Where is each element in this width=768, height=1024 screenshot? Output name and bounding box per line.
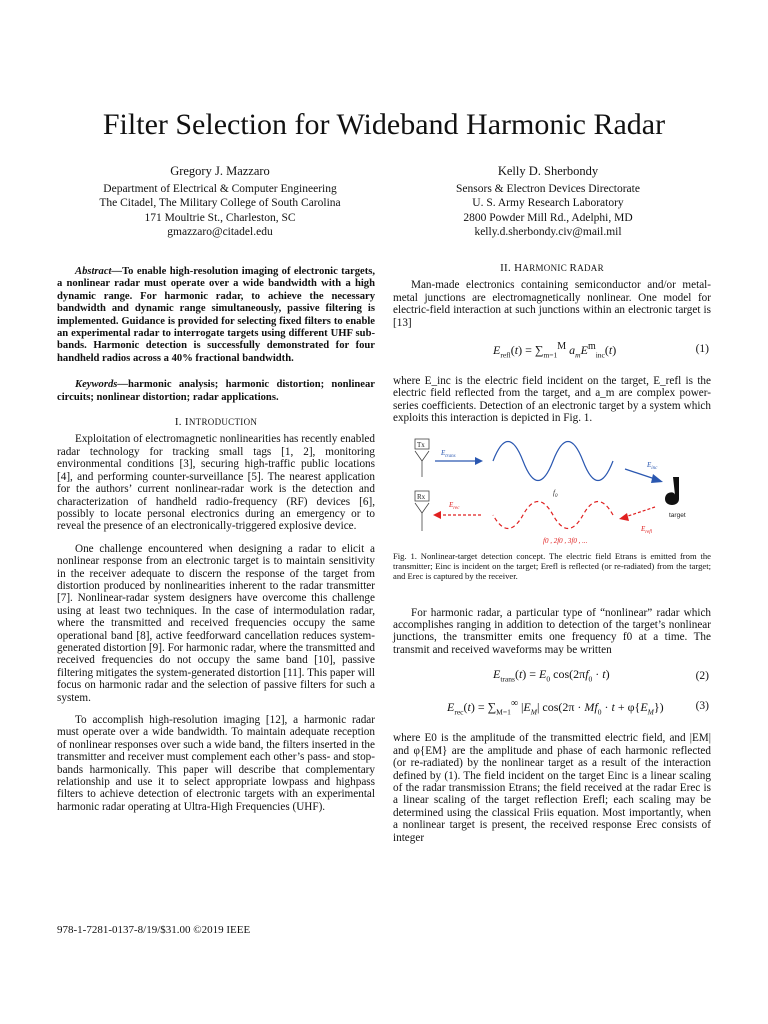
author-email[interactable]: gmazzaro@citadel.edu: [167, 226, 273, 239]
figure-1-diagram: [393, 435, 711, 547]
harmonic-paragraph-1: Man-made electronics containing semiconductor and/or metal-metal junctions are electromagnetically nonlinear. One model for electric-field interaction at such junctions within an electronic target is [13]: [393, 279, 711, 329]
intro-paragraph-1: Exploitation of electromagnetic nonlinearities has recently enabled radar technology for tracking small tags [1, 2], monitoring environmental conditions [3], securing high-traffic public locations [4], and performing counter-surveillance [5]. The nearest application for the authors’ current nonlinear-radar work is the detection and characterization of handheld radio-frequency (RF) devices [6], possibly to locate personal electronics during an emergency or to reveal the presence of an electronically-triggered explosive device.: [57, 433, 375, 533]
author-email[interactable]: kelly.d.sherbondy.civ@mail.mil: [474, 226, 622, 239]
affiliation-line: The Citadel, The Military College of South Carolina: [99, 197, 341, 210]
keywords-label: Keywords—: [75, 379, 128, 391]
section-heading-harmonic-radar: [393, 262, 711, 274]
tx-label: Tx: [417, 440, 425, 449]
affiliation-line: Department of Electrical & Computer Engineering: [103, 182, 337, 195]
section-initial: R: [569, 262, 578, 274]
target-label: target: [669, 511, 686, 519]
harmonic-paragraph-2: where E_inc is the electric field incident on the target, E_refl is the electric field reflected from the target, and a_m are complex power-series coefficients. Detection of an electronic target by a system which exploits this interaction is depicted in Fig. 1.: [393, 375, 711, 425]
figure-1-caption: Fig. 1. Nonlinear-target detection concept. The electric field Etrans is emitted from the transmitter; Einc is incident on the target; Erefl is reflected (or re-radiated) from the target; and Erec is captured by the receiver.: [393, 550, 711, 581]
arrowhead-icon: [619, 513, 629, 521]
abstract-text: To enable high-resolution imaging of electronic targets, a nonlinear radar must operate over a wide bandwidth with a high dynamic range. For harmonic radar, to achieve the necessary bandwidth and dynamic range simultaneously, passive filtering is implemented. Guidance is provided for selecting fixed filters to enable an experimental radar to interrogate targets using different UHF sub-bands. Harmonic detection is successfully demonstrated for four handheld radios across a 40% fractional bandwidth.: [57, 266, 375, 364]
section-rest: ARMONIC: [522, 263, 570, 273]
arrowhead-icon: [651, 474, 663, 483]
arrowhead-icon: [475, 457, 483, 465]
harmonics-label: f0 , 2f0 , 3f0 , ...: [543, 536, 588, 545]
received-wave: [493, 501, 613, 528]
arrowhead-icon: [433, 511, 441, 519]
abstract: [57, 266, 375, 365]
affiliation-line: 171 Moultrie St., Charleston, SC: [144, 211, 296, 224]
section-number: I.: [174, 416, 182, 429]
equation-number: (3): [695, 700, 709, 713]
f0-label: $f_0$: [553, 488, 558, 499]
equation-2: [393, 662, 711, 686]
equation-number: (2): [695, 670, 709, 683]
equation-3: [393, 692, 711, 726]
affiliation-line: U. S. Army Research Laboratory: [472, 197, 624, 210]
author-name: Kelly D. Sherbondy: [497, 164, 599, 178]
equation-1: [393, 335, 711, 369]
keywords: [57, 379, 375, 404]
affiliation-line: 2800 Powder Mill Rd., Adelphi, MD: [463, 211, 633, 224]
right-column: [393, 262, 711, 844]
einc-label: $E_{inc}$: [647, 460, 658, 471]
keywords-text: harmonic analysis; harmonic distortion; nonlinear circuits; nonlinear distortion; radar applications.: [57, 379, 375, 403]
section-number: II.: [500, 262, 512, 274]
section-initial: H: [514, 262, 523, 274]
equation-body: $E_{rec}(t) = \sum_{M=1}^\infty$ $|E_M|$ $\cos(2\pi \cdot Mf_0 \cdot t + \varphi\{E_M\})$: [447, 698, 664, 717]
author-name: Gregory J. Mazzaro: [170, 164, 270, 178]
reflected-arrow: [625, 507, 655, 517]
section-rest: NTRODUCTION: [188, 417, 258, 428]
affiliation-line: Sensors & Electron Devices Directorate: [456, 182, 640, 195]
left-column: [57, 266, 375, 813]
etrans-label: $E_{trans}$: [441, 448, 456, 459]
rx-label: Rx: [417, 492, 426, 501]
harmonic-paragraph-3: For harmonic radar, a particular type of “nonlinear” radar which accomplishes ranging in addition to detection of the target’s nonlinear junctions, the transmitter emits one frequency f0 at a time. The transmit and received waveforms may be written: [393, 606, 711, 656]
paper-title: Filter Selection for Wideband Harmonic Radar: [102, 108, 666, 141]
author-block-1: [50, 164, 390, 240]
section-initial: I: [184, 416, 189, 429]
copyright-footer: 978-1-7281-0137-8/19/$31.00 ©2019 IEEE: [57, 924, 251, 936]
equation-number: (1): [695, 343, 709, 356]
intro-paragraph-2: One challenge encountered when designing a radar to elicit a nonlinear response from an electronic target is to maintain sensitivity in the receiver adequate to discern the response of the target from distortion produced by nonlinearities inherent to the radar transmitter [7]. Nonlinear-radar system designers have overcome this challenge using at least two techniques. In the case of intermodulation radar, where the transmitted and received frequencies occupy the same operational band [8], active feedforward cancellation reduces system-generated distortion [9]. For harmonic radar, where the transmitted and received frequencies do not occupy the same band [10], passive filtering mitigates the system-generated distortion [11]. This paper will focus on harmonic radar and the selection of passive filters for such a system.: [57, 542, 375, 704]
harmonic-paragraph-4: where E0 is the amplitude of the transmitted electric field, and |EM| and φ{EM} are the amplitude and phase of each harmonic reflected (or re-radiated) by the nonlinear target as a result of the interaction defined by (1). The field incident on the target Einc is a linear scaling of the radar transmission Etrans; the field received at the radar Erec is a linear scaling of the target reflection Erefl; each scaling may be determined using the classical Friis equation. Most importantly, when a nonlinear target is present, the received response Erec consists of integer: [393, 732, 711, 844]
abstract-label: Abstract—: [75, 266, 123, 277]
erefl-label: $E_{refl}$: [641, 524, 653, 535]
author-block-2: [378, 164, 718, 240]
section-rest: ADAR: [577, 263, 604, 273]
target-device-icon: [665, 477, 679, 505]
section-heading-introduction: [57, 416, 375, 428]
transmit-wave: [493, 441, 613, 480]
intro-paragraph-3: To accomplish high-resolution imaging [12], a harmonic radar must operate over a wide bandwidth. To maintain adequate reception of nonlinear responses over such a wide band, the filters inserted in the transmitter and receiver must complement each other’s pass- and stop-bands harmonically. This paper will describe that complementary relationship and use it to select appropriate lowpass and highpass filters to achieve detection of electronic targets with an experimental harmonic radar operating at Ultra-High Frequencies (UHF).: [57, 714, 375, 813]
equation-body: $E_{trans}(t) = E_0$ $\cos(2\pi f_0 \cdot t)$: [493, 667, 610, 684]
erec-label: $E_{rec}$: [449, 500, 460, 511]
equation-body: $E_{refl}(t) = \sum_{m=1}^M$ $a_mE^m_{inc}(t)$: [493, 341, 617, 360]
